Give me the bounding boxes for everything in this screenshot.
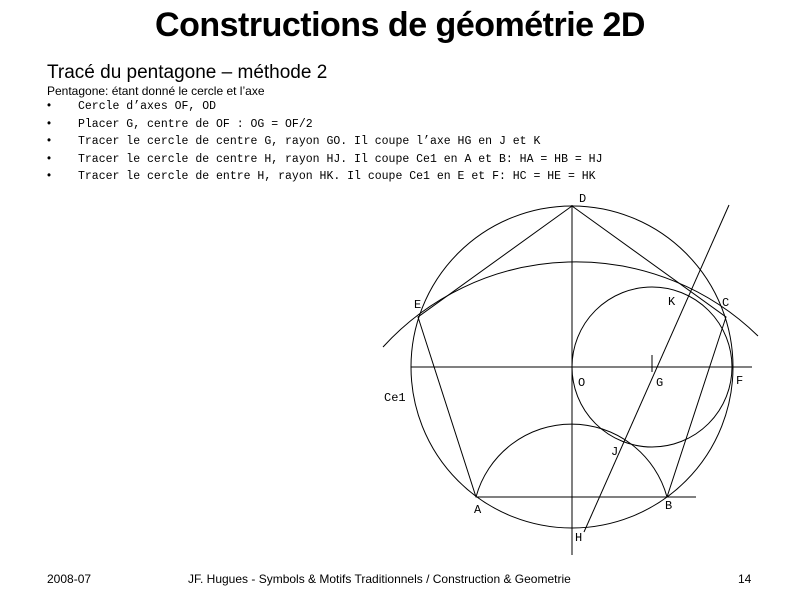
label-b: B <box>665 499 673 513</box>
label-ce1: Ce1 <box>384 391 406 405</box>
slide-subtitle: Tracé du pentagone – méthode 2 <box>47 62 328 83</box>
label-e: E <box>414 298 422 312</box>
footer-date: 2008-07 <box>47 572 92 586</box>
label-j: J <box>611 445 619 459</box>
step-text: Tracer le cercle de entre H, rayon HK. Il coupe Ce1 en E et F: HC = HE = HK <box>78 170 596 183</box>
step-text: Tracer le cercle de centre G, rayon GO. Il coupe l’axe HG en J et K <box>78 135 541 148</box>
label-k: K <box>668 295 676 309</box>
page-number: 14 <box>738 572 752 586</box>
label-o: O <box>578 376 586 390</box>
step-text: Cercle d’axes OF, OD <box>78 100 217 113</box>
label-d: D <box>579 192 587 206</box>
slide-title: Constructions de géométrie 2D <box>155 6 645 44</box>
bullet: • <box>47 170 52 182</box>
label-f: F <box>736 374 744 388</box>
step-text: Placer G, centre de OF : OG = OF/2 <box>78 117 313 131</box>
label-h: H <box>575 531 583 545</box>
intro-text: Pentagone: étant donné le cercle et l’axe <box>47 84 265 98</box>
bullet: • <box>47 117 52 130</box>
bullet: • <box>47 100 52 112</box>
footer-credit: JF. Hugues - Symbols & Motifs Traditionnels / Construction & Geometrie <box>188 572 571 586</box>
label-c: C <box>722 296 730 310</box>
step-text: Tracer le cercle de centre H, rayon HJ. Il coupe Ce1 en A et B: HA = HB = HJ <box>78 152 603 166</box>
bullet: • <box>47 152 52 165</box>
line-hg <box>584 205 729 532</box>
label-a: A <box>474 503 482 517</box>
bullet: • <box>47 135 52 147</box>
label-g: G <box>656 376 664 390</box>
